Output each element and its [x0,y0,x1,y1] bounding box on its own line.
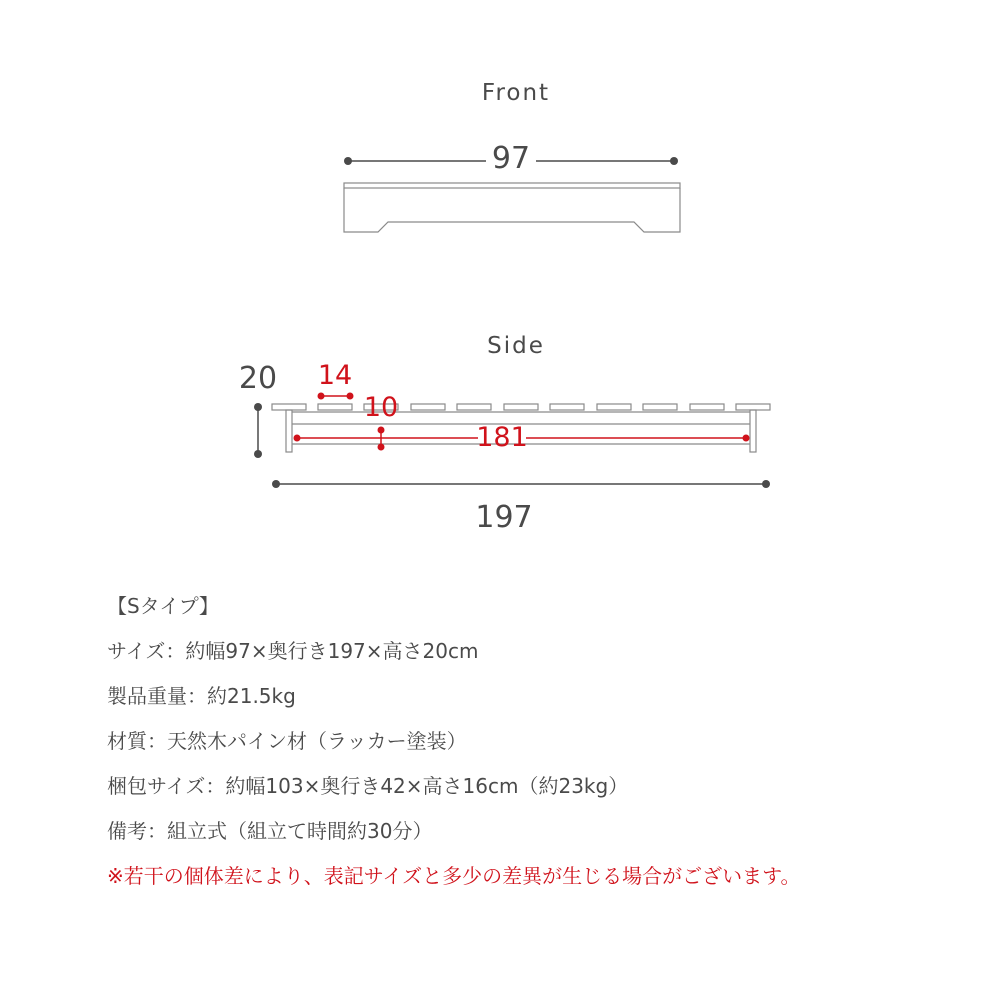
spec-type: 【Sタイプ】 [107,594,219,618]
slat-gap-dimension [364,392,398,451]
side-height-value: 20 [238,361,278,396]
side-height-dimension [239,361,277,458]
front-width-value: 97 [491,141,531,176]
front-width-dimension [344,141,678,176]
total-length-dimension [272,480,770,535]
slat-width-value: 14 [317,360,353,391]
spec-material: 材質：天然木パイン材（ラッカー塗装） [107,729,467,753]
inner-length-dimension [294,422,750,453]
spec-size: サイズ：約幅97×奥行き197×高さ20cm [107,639,479,663]
total-length-value: 197 [475,500,533,535]
front-label: Front [481,80,551,106]
slat-gap-value: 10 [363,392,399,423]
front-view-drawing [344,183,680,232]
inner-length-value: 181 [476,422,528,453]
slat-width-dimension [318,360,354,400]
spec-remarks: 備考：組立式（組立て時間約30分） [107,819,433,843]
spec-weight: 製品重量：約21.5kg [107,684,296,708]
side-label: Side [487,333,545,359]
spec-list [107,590,987,905]
spec-note: ※若干の個体差により、表記サイズと多少の差異が生じる場合がございます。 [107,864,801,888]
spec-package: 梱包サイズ：約幅103×奥行き42×高さ16cm（約23kg） [107,774,629,798]
